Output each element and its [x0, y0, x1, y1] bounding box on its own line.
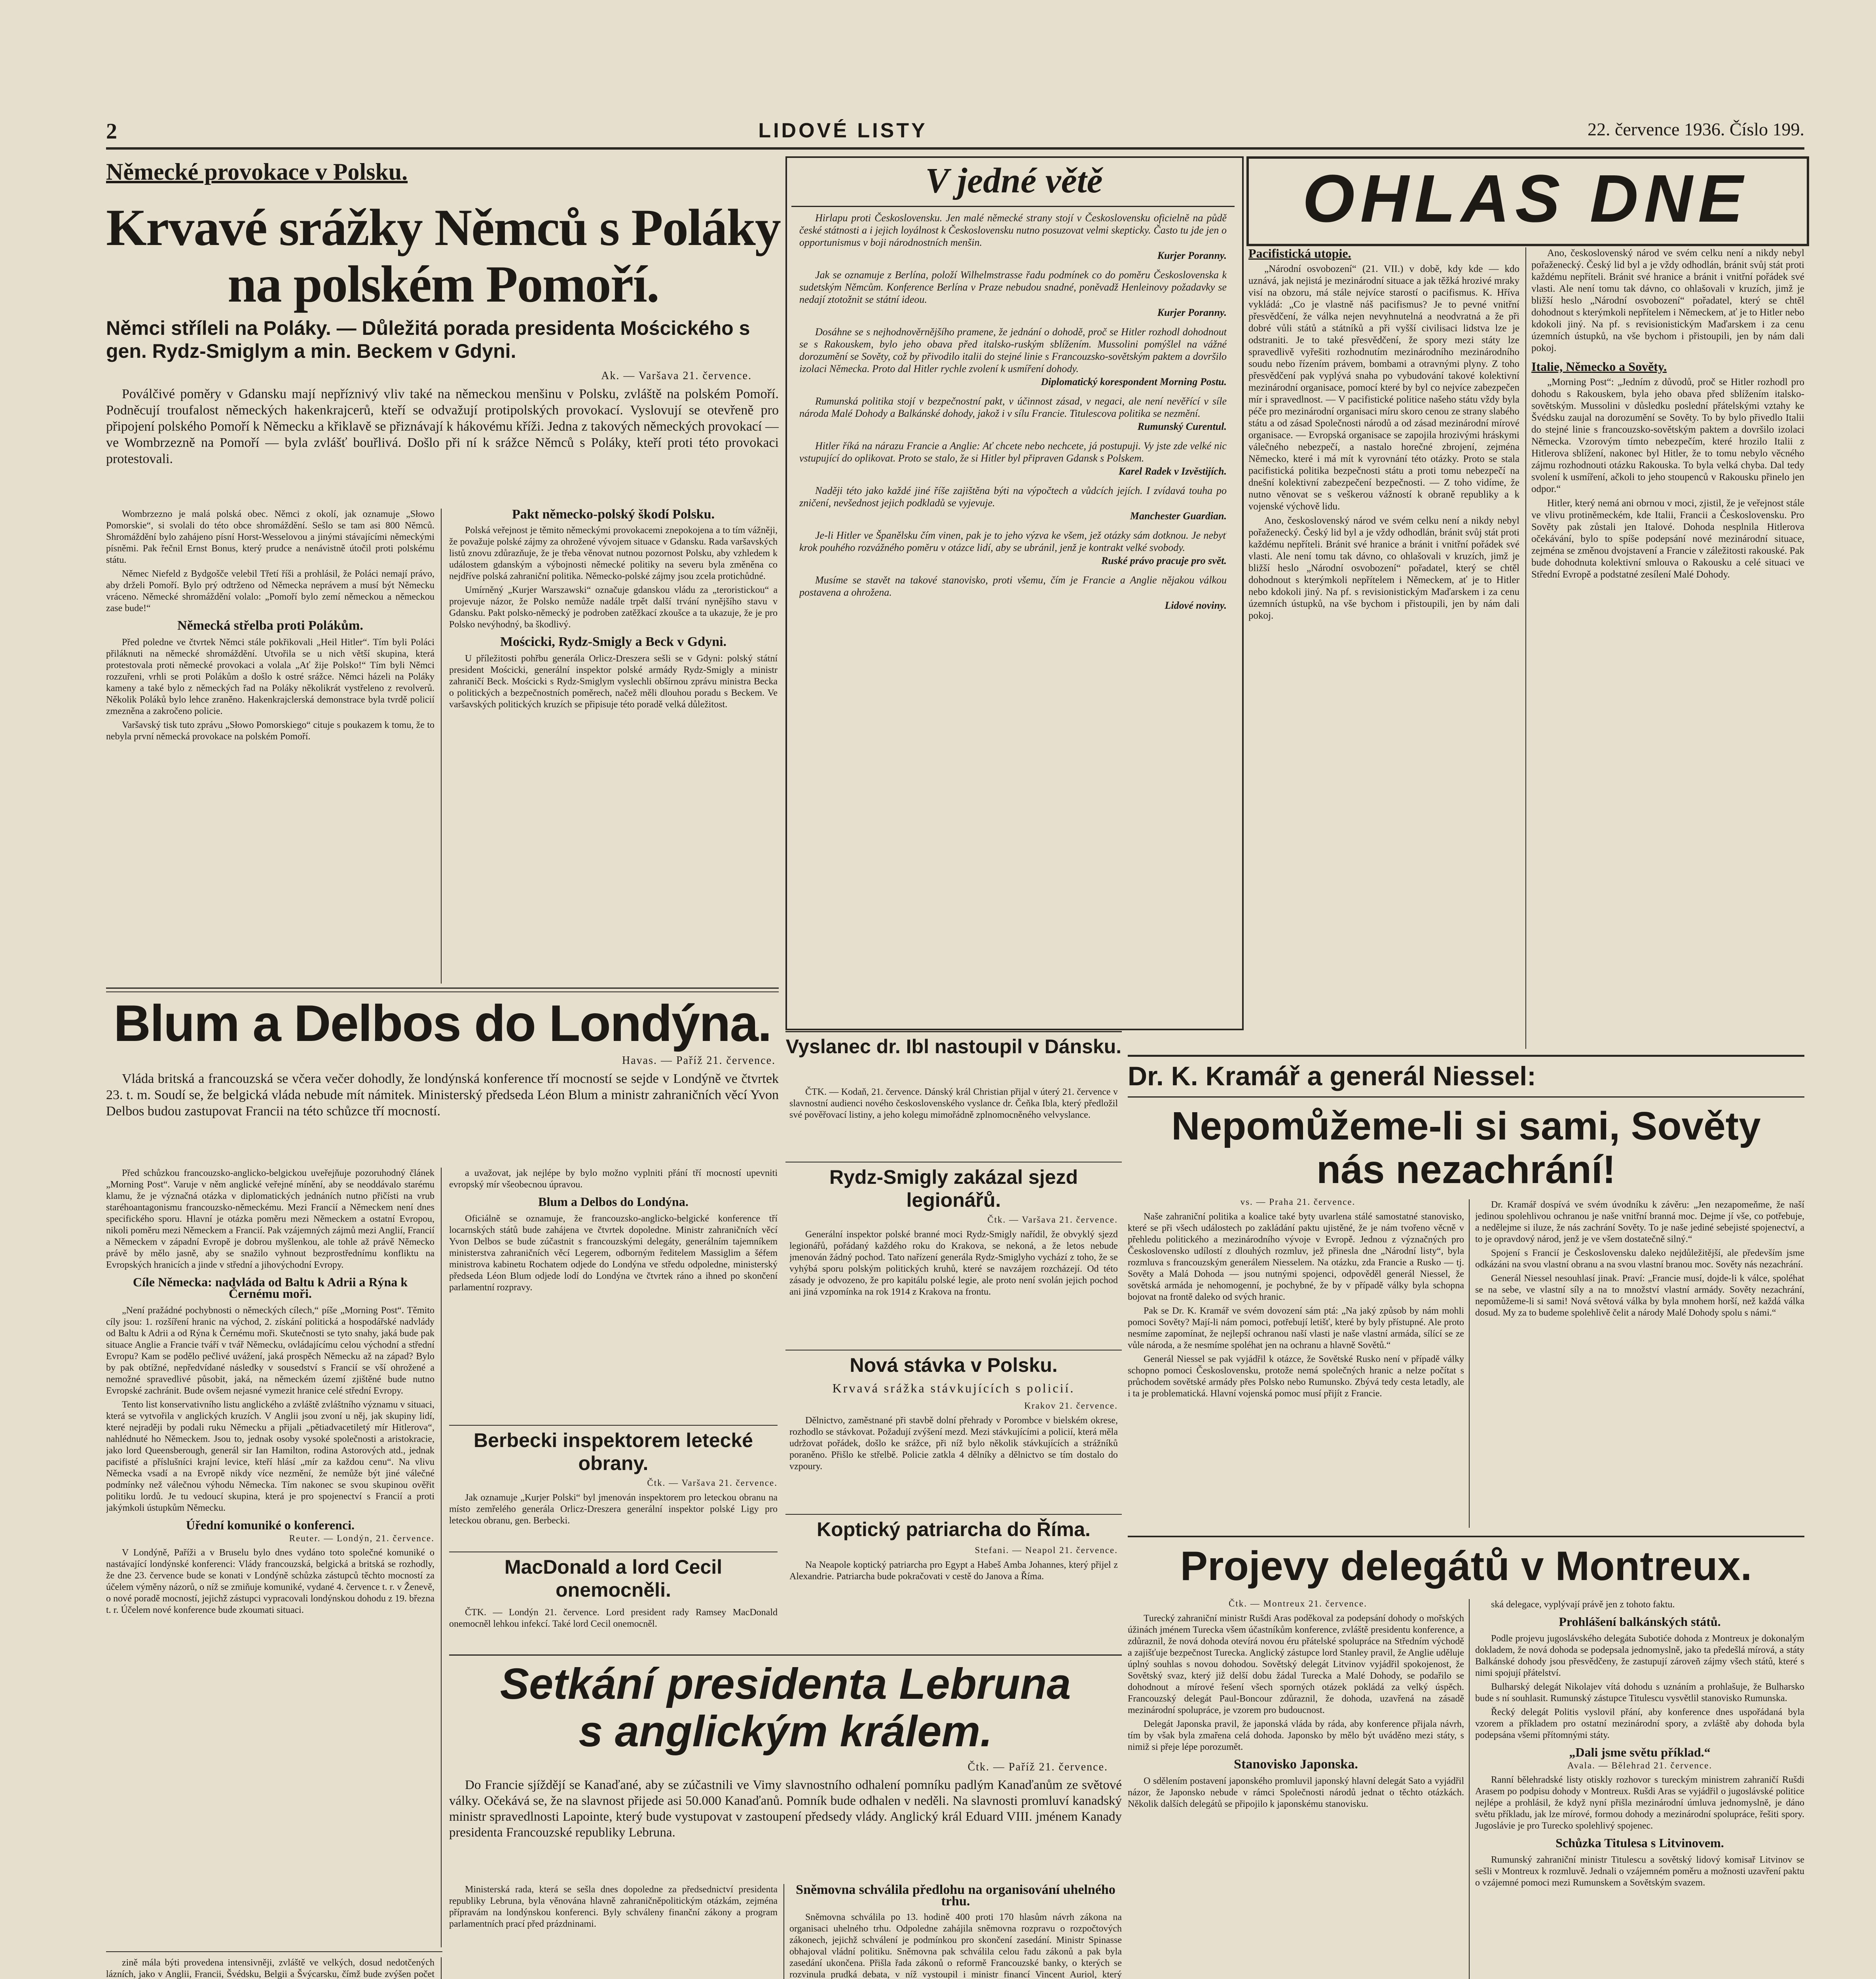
- montreux-dateline: Čtk. — Montreux 21. července.: [1229, 1599, 1367, 1609]
- kramar-col-divider: [1469, 1199, 1470, 1528]
- montreux-c2-dateline: Avala. — Bělehrad 21. července.: [1567, 1761, 1713, 1770]
- kramar-headline-2: nás nezachrání!: [1316, 1147, 1616, 1192]
- montreux-c2-p4: Řecký delegát Politis vyslovil přání, aby konference dnes uspořádaná byla vzorem a příkladem pro ostatní mezinárodní spory, a zvláště aby dohoda byla podepsána všemi přítomnými státy.: [1475, 1707, 1804, 1740]
- montreux-c1-p1: Turecký zahraniční ministr Rušdi Aras poděkoval za podepsání dohody o mořských úžinách jménem Turecka všem účastníkům konference, zvláště presidentu konference, a zdůraznil, že nová dohoda otevírá novou éru přátelské spolupráce na Středním východě a zajišťuje bezpečnost Turecka. Anglický zástupce lord Stanley pravil, že Anglie uděluje úplný souhlas s novou dohodou. Sovětský delegát Litvinov vyjádřil spokojenost, že Sovětský svaz, který již delší dobu žádal Turecka a Malé Dohody, se podařilo se dohodnout a mírové řešení všech sporných otázek pokládá za velký úspěch. Francouzský delegát Paul-Boncour zdůraznil, že dohoda, uzavřená na zásadě mezinárodní spolupráce, je vzorem pro budoucnost.: [1128, 1613, 1464, 1715]
- lead-deck: Němci stříleli na Poláky. — Důležitá porada presidenta Moścického s gen. Rydz-Smiglym a min. Beckem v Gdyni.: [106, 317, 750, 362]
- feature-source: Manchester Guardian.: [1130, 510, 1227, 522]
- ohlas-sec1-b: Ano, československý národ ve svém celku není a nikdy nebyl pořaženecký. Český lid byl a je vždy odhodlán, bránit svůj stát proti každému nepříteli. Bránit své hranice a bránit i vnitřní pořádek své vlasti. Ale není tomu tak dávno, co ohlašovali v kruzích, jimž je bližší heslo „Národní osvobození“ pořadatel, který se chtěl dohodnout s kterýmkoli nepřítelem i Německem, ať je to Hitler nebo kdokoli jiný. Na pf. s revisionistickým Maďarskem i za cenu územních ústupků, na vše bychom i přistoupili, jen by nám dali pokoj.: [1248, 515, 1519, 621]
- ibl-body: [789, 1086, 1118, 1158]
- lead-bottom-rule: [106, 988, 779, 989]
- montreux-c1-p3: O sdělením postavení japonského promluvil japonský hlavní delegát Sato a vyjádřil názor, že Japonsko nebude v rámci Společnosti národů jednat o těchto otázkách. Několik dalších delegátů se připojilo k japonskému stanovisku.: [1128, 1776, 1464, 1809]
- feature-quote: Jak se oznamuje z Berlína, položí Wilhelmstrasse řadu podmínek co do poměru Československa k sudetským Němcům. Konference Berlína v Praze nebudou snadné, poněvadž Henleinovy požadavky se nedají ztotožnit se státní ideou.: [799, 269, 1227, 305]
- montreux-c2-subhead-1: Prohlášení balkánských států.: [1559, 1614, 1721, 1629]
- rydz-body: [789, 1229, 1118, 1348]
- kramar-kicker-rule: [1128, 1096, 1804, 1098]
- lead-col2-p1: Polská veřejnost je těmito německými provokacemi znepokojena a to tím vážněji, že považuje polské zájmy za ohrožené vývojem situace v Gdansku. Rada varšavských listů znovu zdůrazňuje, že je třeba věnovat nutnou pozornost Polsku, aby vzhledem k událostem gdanským a výbojnosti německé politiky na severu byla změněna co nejdříve polská zahraniční politika. Německo-polské zájmy jsou zcela protichůdné.: [449, 525, 778, 581]
- montreux-c2-p5: Ranní bělehradské listy otiskly rozhovor s tureckým ministrem zahraničí Rušdi Arasem po podpisu dohody v Montreux. Rušdi Aras se vyjádřil o jugoslávské politice nejlépe a prohlásil, že když nyní přišla mezinárodní úmluva jednomyslně, je dáno světu příkladu, jak lze mírové, formou dohody a mezinárodní spolupráce, řešiti spory. Jugoslávie je pro Turecko spolehlivý spojenec.: [1475, 1775, 1804, 1831]
- kramar-dateline: vs. — Praha 21. července.: [1240, 1197, 1356, 1207]
- feature-source: Kurjer Poranny.: [1157, 250, 1227, 261]
- feature-quote: Hitler říká na nárazu Francie a Anglie: Ať chcete nebo nechcete, já postupuji. Vy jste zde velké nic vstupující do oplikovat. Proto se stalo, že si Hitler byl připraven Gdansk s Polskem.: [799, 440, 1227, 464]
- kramar-p6: Generál Niessel nesouhlasí jinak. Praví: „Francie musí, dojde-li k válce, spoléhat se na sebe, ve vlastní síly a na to množství vlastní armády. Sověty nezachrání, nepomůžeme-li si sami! Nová světová válka by byla mnohem horší, než každá válka dosud. My za to budeme spolehlivě čelit a národy Malé Dohody spolu s námi.“: [1475, 1273, 1804, 1318]
- blum-c1-subhead-2: Úřední komuniké o konferenci.: [186, 1518, 355, 1532]
- blum-top-rule: [106, 991, 779, 992]
- montreux-col-divider: [1469, 1599, 1470, 1979]
- ibl-headline: Vyslanec dr. Ibl nastoupil v Dánsku.: [785, 1035, 1122, 1058]
- lead-headline-2: na polském Pomoří.: [228, 255, 659, 313]
- feature-source: Diplomatický korespondent Morning Postu.: [1041, 376, 1227, 387]
- berbecki-headline: Berbecki inspektorem letecké obrany.: [474, 1429, 753, 1474]
- kramar-p3: Generál Niessel se pak vyjádřil k otázce, že Sovětské Rusko není v případě války schopno pomoci Československu, protože nemá společných hranic a nelze počítat s průchodem sovětské armády přes Polsko nebo Rumunsko. Zbývá tedy cesta letadly, ale i ta je problematická. Hlavní vojenská pomoc musí přijít z Francie.: [1128, 1354, 1464, 1399]
- lead-dateline: Ak. — Varšava 21. července.: [601, 370, 752, 382]
- kramar-col2: [1475, 1199, 1804, 1528]
- lead-col-divider: [441, 509, 442, 984]
- lead-col1-p1: Wombrzezno je malá polská obec. Němci z okolí, jak oznamuje „Słowo Pomorskie“, si svolali do této obce shromáždění. Sešlo se tam asi 800 Němců. Shromáždění bylo zahájeno písní Horst-Wesselovou a jinými stávajícími německými písněmi. Pak řečnil Ernst Bonus, který prudce a nenávistně útočil proti polskému státu.: [106, 509, 434, 565]
- kramar-col1: [1128, 1211, 1464, 1528]
- feature-source: Kurjer Poranny.: [1157, 307, 1227, 318]
- kramar-p2: Pak se Dr. K. Kramář ve svém dovození sám ptá: „Na jaký způsob by nám mohli pomoci Sověty? Mají-li nám pomoci, potřebují letišť, které by byly přístupné. Ale proto nesmíme zapomínat, že nejlepší ochranou naší vlasti je naše vlastní armáda, sílící se ze vůle národa, a že nesmíme spoléhat jen na ochranu a hlavně Sovětů.“: [1128, 1306, 1464, 1350]
- stavka-text: Dělnictvo, zaměstnané při stavbě dolní přehrady v Porombce v bielském okrese, rozhodlo se stávkovat. Požadují zvýšení mezd. Mezi stávkujícími a policií, která měla udržovat pořádek, došlo ke srážce, při níž bylo několik stávkujících a strážníků poraněno. Přišlo ke střelbě. Policie zatkla 4 dělníky a dělnictvo se tím dostalo do vzpoury.: [789, 1415, 1118, 1472]
- montreux-col1: [1128, 1613, 1464, 1979]
- lebrun-headline-1: Setkání presidenta Lebruna: [500, 1660, 1071, 1708]
- ohlas-sec2-text: „Morning Post“: „Jedním z důvodů, proč se Hitler rozhodl pro dohodu s Rakouskem, byla jeho obava před sblížením italsko-sovětským. Mussolini v důsledku poslední přátelskými vztahy ke Švédsku zaujal na dorozumění se Sověty. To by bylo přivedlo Italii do stejné linie s francouzsko-sovětským paktem a dovršilo izolaci Německa. Vzorovým tímto nebezpečím, které hrozilo Italii z Hitlerova sblížení, nakonec byl Hitler, že to tomu nebylo věcného zájmu rozhodnouti otázku Rakouska. To byla velká chyba. Dal tedy svolení k usmíření, ačkoli to jeho stoupenců v Rakousku přinelo jen odpor.“: [1531, 377, 1804, 494]
- ohlas-title: OHLAS DNE: [1302, 161, 1749, 236]
- lead-headline-1: Krvavé srážky Němců s Poláky: [106, 198, 780, 256]
- ohlas-col2-cont: Ano, československý národ ve svém celku není a nikdy nebyl pořaženecký. Český lid byl a je vždy odhodlán, bránit svůj stát proti každému nepříteli. Bránit své hranice a bránit i vnitřní pořádek své vlasti. Ale není tomu tak dávno, co ohlašovali v kruzích, jimž je bližší heslo „Národní osvobození“ pořadatel, který se chtěl dohodnout s kterýmkoli nepřítelem i Německem, ať je to Hitler nebo kdokoli jiný. Na pf. s revisionistickým Maďarskem i za cenu územních ústupků, na vše bychom i přistoupili, jen by nám dali pokoj.: [1531, 248, 1804, 353]
- koptsky-dateline: Stefani. — Neapol 21. července.: [975, 1545, 1118, 1555]
- lebrun-c2-p1: Sněmovna schválila po 13. hodině 400 proti 170 hlasům návrh zákona na organisaci uhelného trhu. Odpoledne zahájila sněmovna rozpravu o rozpočtových zákonech, jejichž schválení je podmínkou pro skončení zasedání. Ministr Spinasse obhajoval vládní politiku. Sněmovna pak schválila celou řadu zákonů a pak byla zasedání ukončena. Přišla řada zákonů o reformě Francouzské banky, o kterých se rozvinula prudká debata, v níž vystoupil i ministr financí Vincent Auriol, který: [789, 1912, 1122, 1979]
- feature-quote: Hirlapu proti Československu. Jen malé německé strany stojí v Československu oficielně na půdě české státnosti a i jejich loyálnost k Československu nutno posuzovat velmi skepticky. Často tu jde jen o opportunismus v boji národnostních menšin.: [799, 212, 1227, 248]
- lead-col2-subhead-1: Pakt německo-polský škodí Polsku.: [512, 509, 715, 522]
- macdonald-text: ČTK. — Londýn 21. července. Lord president rady Ramsey MacDonald onemocněl lehkou infekcí. Také lord Cecil onemocněl.: [449, 1607, 778, 1629]
- date-issue: 22. července 1936. Číslo 199.: [1587, 119, 1804, 139]
- rydz-dateline: Čtk. — Varšava 21. července.: [987, 1215, 1118, 1225]
- lebrun-headline-2: s anglickým králem.: [579, 1707, 992, 1756]
- montreux-col2: [1475, 1599, 1804, 1979]
- montreux-c2-subhead-2: „Dali jsme světu příklad.“: [1569, 1745, 1711, 1759]
- koptsky-top-rule: [785, 1514, 1122, 1515]
- stavka-sub: Krvavá srážka stávkujících s policií.: [832, 1381, 1075, 1395]
- ohlas-col2: [1531, 247, 1804, 1049]
- montreux-c2-subhead-3: Schůzka Titulesa s Litvinovem.: [1555, 1836, 1724, 1850]
- lead-intro-text: Poválčivé poměry v Gdansku mají nepříznivý vliv také na německou menšinu v Polsku, zvláště na polském Pomoří. Podněcují troufalost německých hakenkrajcerů, kteří se odvažují protipolských provokací. Vyslovují se otevřeně pro připojení polského Pomoří k Německu a křiklavě se přiznávají k hákovému kříži. Jedna z takových německých provokací — ve Wombrzezně na Pomoří — byla zvlášť bouřlivá. Došlo při ní k srážce Němců s Poláky, kteří proti této provokaci protestovali.: [106, 387, 779, 466]
- montreux-c2-p6: Rumunský zahraniční ministr Titulescu a sovětský lidový komisař Litvinov se sešli v Montreux k rozmluvě. Jednali o vzájemném poměru a možnosti uzavření paktu o vzájemné pomoci mezi Rumunskem a Sovětským svazem.: [1475, 1855, 1804, 1888]
- feature-quote: Musíme se stavět na takové stanovisko, proti všemu, čím je Francie a Anglie nějakou válkou postavena a ohrožena.: [799, 574, 1227, 598]
- blum-c2-subhead: Blum a Delbos do Londýna.: [538, 1195, 689, 1209]
- ohlas-col1: [1248, 247, 1519, 1049]
- kramar-top-rule: [1128, 1055, 1804, 1057]
- feature-source: Ruské právo pracuje pro svět.: [1101, 555, 1227, 566]
- lead-col2-subhead-2: Mościcki, Rydz-Smigly a Beck v Gdyni.: [500, 634, 727, 649]
- lead-col2-p2: Umírněný „Kurjer Warszawski“ označuje gdanskou vládu za „teroristickou“ a projevuje názor, že Polsko nemůže nadále trpět další trvání nynějšího stavu v Gdansku. Pakt polsko-německý je podroben zatěžkací zkoušce a ta ukazuje, že je pro Polsko nevýhodný, ba škodlivý.: [449, 585, 778, 630]
- ohlas-sec1-title: Pacifistická utopie.: [1248, 247, 1351, 260]
- ohlas-sec2-b: Hitler, který nemá ani obrnou v moci, zjistil, že je veřejnost stále ve vlivu protiněmeckém, kde Italii, Francii a Československu. Pro Sověty pak zůstali jen Italové. Dohoda nesplnila Hitlerova očekávání, bylo to spíše podepsání nové mezinárodní situace, zejména se změnou dvojstavení a Francie v záležitosti rakouské. Pak bude dohodnuta kolektivní smlouva o Rakousku a celé situaci ve Střední Evropě a podstatné zesílení Malé Dohody.: [1531, 498, 1804, 580]
- stavka-dateline: Krakov 21. července.: [1024, 1401, 1118, 1411]
- blum-c1-p2: „Není pražádné pochybnosti o německých cílech,“ píše „Morning Post“. Těmito cíly jsou: 1. rozšíření hranic na východ, 2. získání politická a hospodářské nadvlády od Baltu k Adrii a od Rýna k Černému moři. Skutečnosti se tyto snahy, jaká bude pak situace Anglie a Francie tváří v tvář Německu, ovládajícímu celou východní a střední Evropu? Kam se podělo pečlivé uvážení, jaká prospěch Německu až na západ? Bylo by pak obtížné, nepředvídané následky v sousedství s Francií se vší ohrožené a nemožné spravedlivé působit, jaká, na německém území zjištěné bude nutno Evropské zachránit. Bude ovšem nejasné vymezit hranice celé střední Evropy.: [106, 1305, 434, 1396]
- page-number: 2: [106, 119, 117, 144]
- lead-intro: [106, 386, 779, 501]
- feature-quote: Je-li Hitler ve Španělsku čím vinen, pak je to jeho výzva ke všem, jež otázky sám dotknou. Je nebyť krok pouhého rozvážného poměru v otázce lidí, aby se ubránil, jenž je kontrakt velké svobody.: [799, 530, 1227, 553]
- macdonald-headline: MacDonald a lord Cecil onemocněli.: [504, 1556, 723, 1601]
- rydz-headline: Rydz-Smigly zakázal sjezd legionářů.: [829, 1166, 1078, 1211]
- koptsky-body: [789, 1559, 1118, 1611]
- berbecki-body: [449, 1492, 778, 1548]
- feature-quote: Rumunská politika stojí v bezpečnostní pakt, v účinnost zásad, v negaci, ale není nevěřící v síle národa Malé Dohody a Balkánské dohody, jakož i v sílu Francie. Titulescova politika se nezmění.: [799, 395, 1227, 419]
- blum-c2-p2: Oficiálně se oznamuje, že francouzsko-anglicko-belgické konference tří locarnských států bude zahájena ve čtvrtek dopoledne. Ministr zahraničních věcí Yvon Delbos se bude zúčastnit s francouzskými delegáty, generálním tajemníkem ministerstva zahraničních věcí Legerem, odborným ředitelem Massiglim a šéfem ministrova kabinetu Rochatem odjede do Londýna ve středu odpoledne, ministerský předseda Léon Blum odjede lodí do Londýna ve čtvrtek ráno a ihned po skončení parlamentní rozpravy.: [449, 1214, 778, 1293]
- spa-col1: [106, 1957, 434, 1979]
- lebrun-c2-subhead: Sněmovna schválila předlohu na organisování uhelného trhu.: [796, 1884, 1115, 1909]
- header-rule: [106, 147, 1804, 150]
- montreux-c2-p1: ská delegace, vyplývají právě jen z tohoto faktu.: [1491, 1599, 1675, 1610]
- blum-c1-dateline: Reuter. — Londýn, 21. července.: [289, 1533, 434, 1543]
- lead-col1-p2: Němec Niefeld z Bydgošče velebil Třetí říši a prohlásil, že Poláci nemají právo, aby drželi Pomoří. Bylo prý odtrženo od Německa neprávem a musí být Německu vráceno. Německé shromáždění volalo: „Pomoří bylo zemí německou a německou zase bude!“: [106, 569, 434, 613]
- lebrun-top-rule: [449, 1654, 1122, 1656]
- lebrun-c1-text: Ministerská rada, která se sešla dnes dopoledne za předsednictví presidenta republiky Lebruna, byla věnována hlavně zahraničněpolitickým otázkám, zejména přípravám na londýnskou konferenci. Byly schváleny finanční zákony a program parlamentních prací před prázdninami.: [449, 1884, 778, 1929]
- blum-intro-text: Vláda britská a francouzská se včera večer dohodly, že londýnská konference tří mocností se sejde v Londýně ve čtvrtek 23. t. m. Soudí se, že belgická vláda nebude mít námitek. Ministerský předseda Léon Blum a ministr zahraničních věcí Yvon Delbos budou zastupovat Francii na této schůzce tří mocností.: [106, 1071, 779, 1119]
- ohlas-sec1-text: „Národní osvobození“ (21. VII.) v době, kdy kde — kdo uznává, jak nejistá je mezinárodní situace a jak těžká hrozivé mraky visí na obzoru, má stále nejvíce starostí o pacifismus. K. Hříva vykládá: „Co je vlastně náš pacifismus? Je to pevné vnitřní přesvědčení, že válka nejen nevyhnutelná a neodvratná a že při dobré vůli států a státníků a při vyšší civilisaci lidstva lze je odstraniti. Je to také přesvědčení, že spory mezi státy lze spravedlivě vyřešiti rozhodnutím mezinárodního mezinárodního soudu nebo řízením právem, bombami a otravnými plyny. Z toho přesvědčení pak vyplývá snaha po vybudování takové kolektivní mezinárodní organisace, pomocí které by byl co nejvíce zabezpečen mír i spravedlnost. — V pacifistické politice našeho státu vždy byla péče pro mezinárodní organisaci míru skoro cenou ze strany slabého státu a od zásad Společnosti národů a od zásad mezinárodní mírové organisace. — Evropská organisace se zapojila hrozivými hráskymi válečného nebezpečí, a nastalo horečné zbrojení, zejména Německo, které i má mít k vyrovnání této otázky. Proto se stala pacifistická politika bezpečnosti státu a proti tomu nebezpečí na dnešní kolektivní zabezpečení bezpečnosti. — Z toho vidíme, že nutno věnovat se s veškerou vážností k obraně republiky a k vojenské výchově lidu.: [1248, 264, 1519, 512]
- montreux-c1-subhead: Stanovisko Japonska.: [1234, 1757, 1358, 1772]
- blum-c1-subhead: Cíle Německa: nadvláda od Baltu k Adrii a Rýna k Černému moři.: [133, 1275, 408, 1301]
- lead-col1-p4: Varšavský tisk tuto zprávu „Słowo Pomorskiego“ cituje s poukazem k tomu, že to nebyla první německá provokace na polském Pomoří.: [106, 720, 434, 742]
- spa-col-divider: [441, 1957, 442, 1979]
- berbecki-top-rule: [449, 1425, 778, 1426]
- lead-col1: [106, 509, 434, 984]
- lead-col2: [449, 509, 778, 984]
- rydz-text: Generální inspektor polské branné moci Rydz-Smigly nařídil, že obvyklý sjezd legionářů, pořádaný každého roku do Krakova, se nekoná, a že letos nebude jmenován žádný pochod. Tato nařízení generála Rydz-Smiglyho vychází z toho, že se vyhýbá sporu polským politických kruhů, které se navzájem rozcházejí. Od této zásady je odvozeno, že pro kapitálu polské legie, ale proto není svolán jejich pochod ani jiná vzpomínka na rok 1914 z Krakova na frontu.: [789, 1229, 1118, 1297]
- montreux-headline: Projevy delegátů v Montreux.: [1180, 1543, 1752, 1589]
- lead-col2-p3: U příležitosti pohřbu generála Orlicz-Dreszera sešli se v Gdyni: polský státní president Mościcki, generální inspektor polské armády Rydz-Smigly a ministr zahraničí Beck. Mościcki s Rydz-Smiglym vyslechli obšírnou zprávu ministra Becka o politických a bezpečnostních poměrech, načež měli dlouhou poradu s Beckem. Ve varšavských politických kruzích se připisuje této poradě velká důležitost.: [449, 653, 778, 710]
- ibl-top-rule: [785, 1031, 1122, 1032]
- montreux-c1-p2: Delegát Japonska pravil, že japonská vláda by ráda, aby konference přijala návrh, tím by však byla zmařena celá dohoda. Japonsko by mělo být uváděno mezi státy, s nimiž si přeje lépe porozumět.: [1128, 1719, 1464, 1752]
- lead-kicker: Německé provokace v Polsku.: [106, 159, 408, 185]
- feature-title-rule: [791, 206, 1235, 207]
- lebrun-col-divider: [783, 1884, 784, 1979]
- lebrun-col2: [789, 1884, 1122, 1979]
- montreux-c2-p2: Podle projevu jugoslávského delegáta Subotiće dohoda z Montreux je dokonalým dokladem, že nová dohoda se podepsala jednomyslně, jako ta předešlá mírová, a státy Balkánské dohody jsou přesvědčeny, že zastupují zároveň zájmy všech států, které s nimi spojují přátelství.: [1475, 1633, 1804, 1678]
- macdonald-body: [449, 1607, 778, 1650]
- berbecki-dateline: Čtk. — Varšava 21. července.: [647, 1478, 778, 1488]
- feature-title: V jedné větě: [925, 161, 1103, 200]
- stavka-headline: Nová stávka v Polsku.: [850, 1354, 1058, 1376]
- ibl-text: ČTK. — Kodaň, 21. července. Dánský král Christian přijal v úterý 21. července v slavnostní audienci nového československého vyslance dr. Čeňka Ibla, který předložil své pověřovací listiny, a jeho kolegu mimořádně zplnomocněného velvyslance.: [789, 1087, 1118, 1120]
- spa-c1-p1: zině mála býti provedena intensivněji, zvláště ve velkých, dosud nedotčených lázních, jako v Anglii, Francii, Švédsku, Belgii a Švýcarsku, čímž bude zvýšen počet: [106, 1958, 434, 1979]
- kramar-headline-1: Nepomůžeme-li si sami, Sověty: [1171, 1104, 1761, 1148]
- blum-headline: Blum a Delbos do Londýna.: [114, 994, 771, 1052]
- kramar-p1: Naše zahraniční politika a koalice také byty uvarlena stálé samostatné stanovisko, které se při všech událostech po zakládání paktu ujistěné, že je nám tvořeno věcně v přehledu politického a mezinárodního vývoje v Evropě. Jednou z význačných pro Československo udílostí z dlouhých rozmluv, jež přinesla dne „Národní listy“, byla rozmluva s francouzským generálem Niesselem. Na otázku, zda Francie a Rusko — tj. Sověty a Malá Dohoda — jsou nutnými spojenci, odpověděl generál Niessel, že sovětská armáda je nehomogenní, je pochybné, že by v případě války byla schopna bojovat na frontě daleko od svých hranic.: [1128, 1212, 1464, 1302]
- bottom-rule: [106, 1951, 442, 1952]
- blum-c2-p1: a uvažovat, jak nejlépe by bylo možno vyplniti přání tří mocností upevniti evropský mír všeobecnou úpravou.: [449, 1168, 778, 1190]
- blum-dateline: Havas. — Paříž 21. července.: [622, 1054, 776, 1067]
- koptsky-headline: Koptický patriarcha do Říma.: [817, 1518, 1091, 1540]
- koptsky-text: Na Neapole koptický patriarcha pro Egypt a Habeš Amba Johannes, který přijel z Alexandrie. Patriarcha bude pokračovati v cestě do Janova a Říma.: [789, 1560, 1118, 1582]
- stavka-body: [789, 1415, 1118, 1510]
- berbecki-text: Jak oznamuje „Kurjer Polski“ byl jmenován inspektorem pro leteckou obranu na místo zemřelého generála Orlicz-Dreszera generální inspektor polské Ligy pro leteckou obranu, gen. Berbecki.: [449, 1493, 778, 1526]
- kramar-p4: Dr. Kramář dospívá ve svém úvodníku k závěru: „Jen nezapomeňme, že naší jedinou spolehlivou ochranou je naše vnitřní branná moc. Dejme jí vše, co potřebuje, a nedělejme si iluze, že nás zachrání Sověty. To je naše jediné sebejisté spojenectví, a to je opravdový národ, jenž je ve všem dostatečně silný.“: [1475, 1200, 1804, 1244]
- feature-quote: Naději této jako každé jiné říše zajištěna býti na výpočtech a vůdcích jejích. I zvídavá touha po zničení, nevšednost jejich podkladů se vyjevuje.: [799, 485, 1227, 509]
- kramar-kicker: Dr. K. Kramář a generál Niessel:: [1128, 1061, 1536, 1091]
- montreux-top-rule: [1128, 1536, 1804, 1537]
- feature-source: Rumunský Curentul.: [1137, 421, 1227, 432]
- lead-col1-p3: Před poledne ve čtvrtek Němci stále pokřikovali „Heil Hitler“. Tím byli Poláci přiláknuti na německé shromáždění. Utvořila se u nich větší skupina, která protestovala proti německé provokaci a volala „Ať žije Polsko!“ Tím byli Němci rozzuřeni, vrhli se proti Polákům a došlo k ostré srážce. Němci házeli na Poláky kameny a také bylo z německých řad na Poláky několikrát vystřeleno z revolverů. Několik Poláků bylo lehce zraněno. Hakenkrajclerská demonstrace byla tvrdě policií zmezněna a zakročeno policie.: [106, 637, 434, 716]
- lebrun-intro: [449, 1777, 1122, 1876]
- blum-intro: [106, 1071, 779, 1160]
- blum-c1-p3: Tento list konservativního listu anglického a zvláště zvláštního významu v situaci, která se vytvořila v anglických kruzích. V Anglii jsou zvoní u něj, jak skupiny lidí, které nejraději by podali ruku Německu a přijali „pětiadvacetiletý mír Hitlerova“, nahlédnuté ho Německem. Jsou to, jednak osoby vysoké společnosti a aristokracie, jako lord Queensberough, generál sir Ian Hamilton, rodina Astorových atd., jednak pacifisté a příslušníci krajní levice, kteří hlásí „mír za každou cenu“. Na vlivu Německa vsadí a na Evropě nikdy více nezmění, že nemůže být jiné válečné podmínky než válečnou výhodu Německa. Tím nakonec se svou skupinou ověřit politiku lordů. Je tu vedoucí skupina, která je pro spojenectví s Francií a proti jakýmkoli ústupkům Německu.: [106, 1400, 434, 1513]
- blum-col-divider: [441, 1168, 442, 1947]
- lead-col1-subhead: Německá střelba proti Polákům.: [177, 618, 363, 633]
- feature-source: Lidové noviny.: [1165, 600, 1227, 611]
- blum-col2: [449, 1168, 778, 1421]
- blum-c1-p4: V Londýně, Paříži a v Bruselu bylo dnes vydáno toto společné komuniké o nastávající londýnské konferenci: Vlády francouzská, belgická a britská se rozhodly, že dne 23. července bude se konati v Londýně schůzka zástupců těchto mocností za účelem výměny názorů, o níž se zmiňuje komuniké, vydané 4. července t. r. v Ženevě, o nové poradě mocností, jejichž zástupci vypracovali londýnskou dohodu z 19. března t. r. Účelem nové konference bude zkoumati situaci.: [106, 1548, 434, 1615]
- feature-list: [799, 212, 1227, 1019]
- lebrun-intro-text: Do Francie sjíždějí se Kanaďané, aby se zúčastnili ve Vimy slavnostního odhalení pomníku padlým Kanaďanům ze světové války. Očekává se, že na slavnost přijede asi 50.000 Kanaďanů. Pomník bude odhalen v neděli. Na slavnosti promluví kanadský ministr spravedlnosti Lapointe, který bude vystupovat v zastoupení předsedy vlády. Anglický král Eduard VIII. jménem Kanady presidenta Francouzské republiky Lebruna.: [449, 1778, 1122, 1840]
- ohlas-col-divider: [1525, 247, 1526, 1049]
- lebrun-col1: [449, 1884, 778, 1979]
- feature-source: Karel Radek v Izvěstijích.: [1119, 465, 1227, 477]
- lebrun-dateline: Čtk. — Paříž 21. července.: [967, 1761, 1108, 1773]
- ohlas-sec2-title: Italie, Německo a Sověty.: [1531, 359, 1667, 374]
- kramar-p5: Spojení s Francií je Československu daleko nejdůležitější, ale především jsme odkázáni na svou vlastní obranu a na svou vlastní branou moc. Sověty nás nezachrání.: [1475, 1248, 1804, 1270]
- feature-quote: Dosáhne se s nejhodnověrnějšího pramene, že jednání o dohodě, proč se Hitler rozhodl dohodnout se s Rakouskem, bylo jeho obava před italsko-ruským sblížením. Mussolini pomýšlel na vážné dorozumění se Sověty, což by přivodilo italii do stejné linie s Francouzsko-sovětským paktem a dovršilo izolaci Německa. Proto dal Hitler rychle zvolení k usmíření dohody.: [799, 326, 1227, 374]
- masthead: LIDOVÉ LISTY: [758, 119, 928, 142]
- blum-c1-p1: Před schůzkou francouzsko-anglicko-belgickou uveřejňuje pozoruhodný článek „Morning Post“. Varuje v něm anglické veřejné mínění, aby se neoddávalo starému klamu, že je význačná otázka v diplomatických jednáních nutno přičísti na vrub staréhoantagonismu francouzsko-německému. Mezi Francií a Německem není dnes specifického sporu. Hlavní je otázka poměru mezi Německem a ostatní Evropou, nikoli poměru mezi Německem a Francií. Pak vzájemných zájmů mezi Anglií, Francií a Německem v západní Evropě je dobrou myšlenkou, ale tohle až právě Německo právě by mělo jasně, aby se snažilo vyhnout bezprostřednímu konfliktu na Evropských hranicích a jinde v střední a jihovýchodní Evropy.: [106, 1168, 434, 1270]
- blum-col1: [106, 1168, 434, 1947]
- montreux-c2-p3: Bulharský delegát Nikolajev vítá dohodu s uznáním a prohlašuje, že Bulharsko bude s ní souhlasit. Rumunský zástupce Titulescu vysvětlil stanovisko Rumunska.: [1475, 1682, 1804, 1704]
